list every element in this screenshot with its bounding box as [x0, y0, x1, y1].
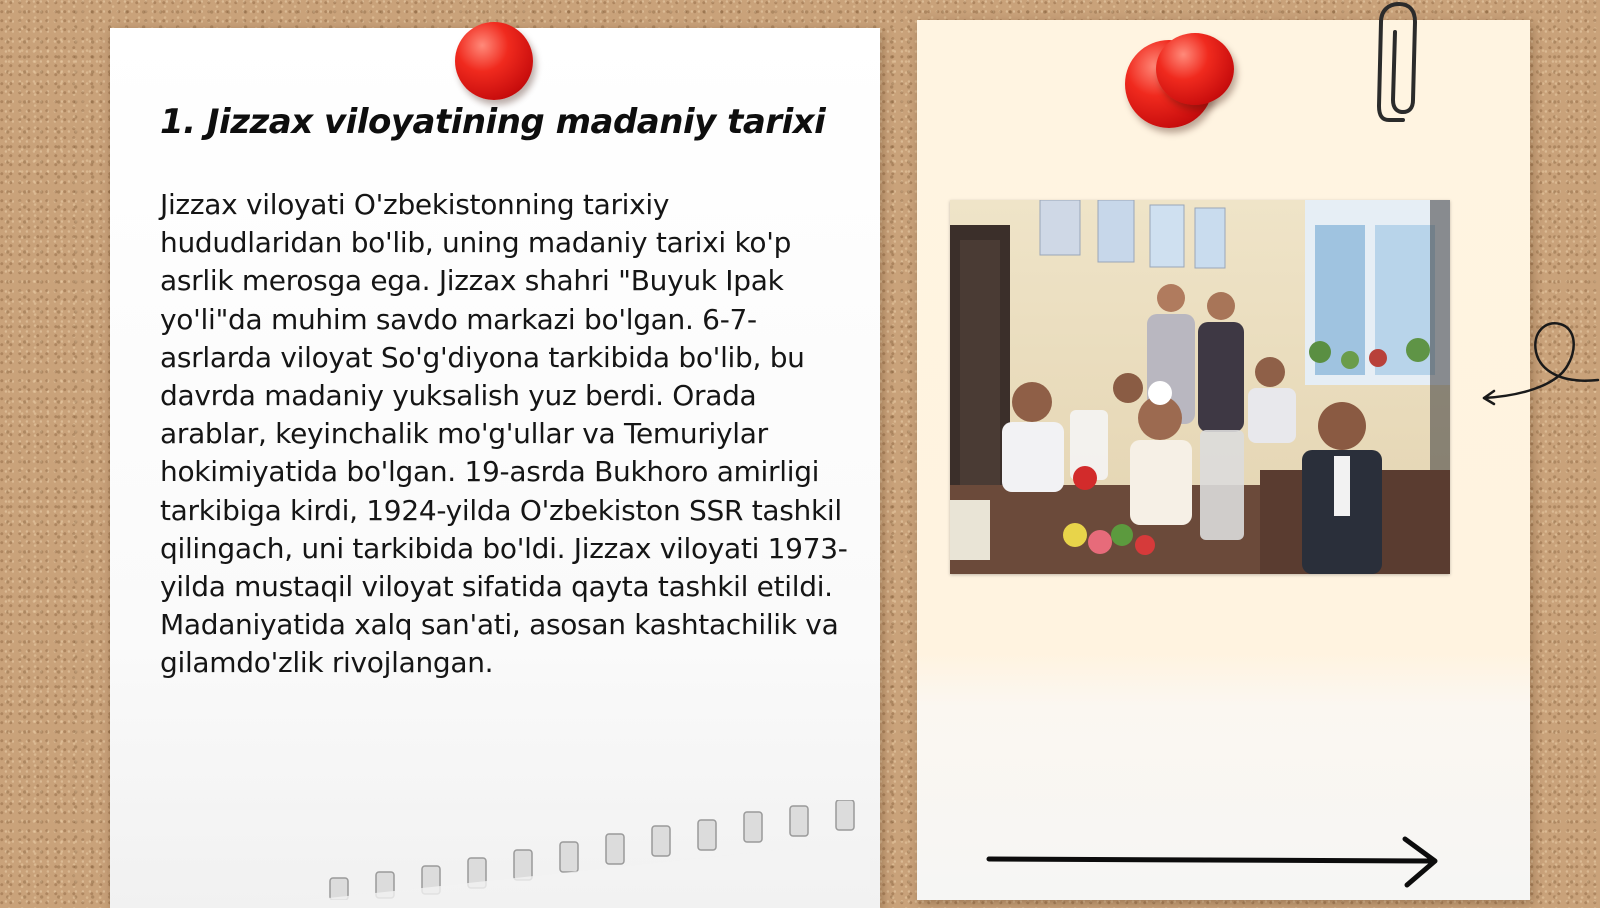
paper-clip-icon: [1375, 0, 1425, 130]
push-pin-icon: [455, 22, 533, 100]
push-pin-icon: [1156, 33, 1234, 105]
slide-title: 1. Jizzax viloyatining madaniy tarixi: [160, 102, 826, 142]
slide-body-text: Jizzax viloyati O'zbekistonning tarixiy hududlaridan bo'lib, uning madaniy tarixi ko'p asrlik merosga ega. Jizzax shahri "Buyuk Ipak yo'li"da muhim savdo markazi bo'lgan. 6-7-asrlarda viloyat So'g'diyona tarkibida bo'lib, bu davrda madaniy yuksalish yuz berdi. Orada arablar, keyinchalik mo'g'ullar va Temuriylar hokimiyatida bo'lgan. 19-asrda Bukhoro amirligi tarkibiga kirdi, 1924-yilda O'zbekiston SSR tashkil qilingach, uni tarkibida bo'ldi. Jizzax viloyati 1973-yilda mustaqil viloyat sifatida qayta tashkil etildi. Madaniyatida xalq san'ati, asosan kashtachilik va gilamdo'zlik rivojlangan.: [160, 188, 848, 680]
spiral-binding-decoration: [310, 800, 870, 900]
arrow-right-icon: [985, 835, 1445, 895]
classroom-photo: [950, 200, 1450, 574]
squiggle-arrow-icon: [1480, 310, 1600, 410]
